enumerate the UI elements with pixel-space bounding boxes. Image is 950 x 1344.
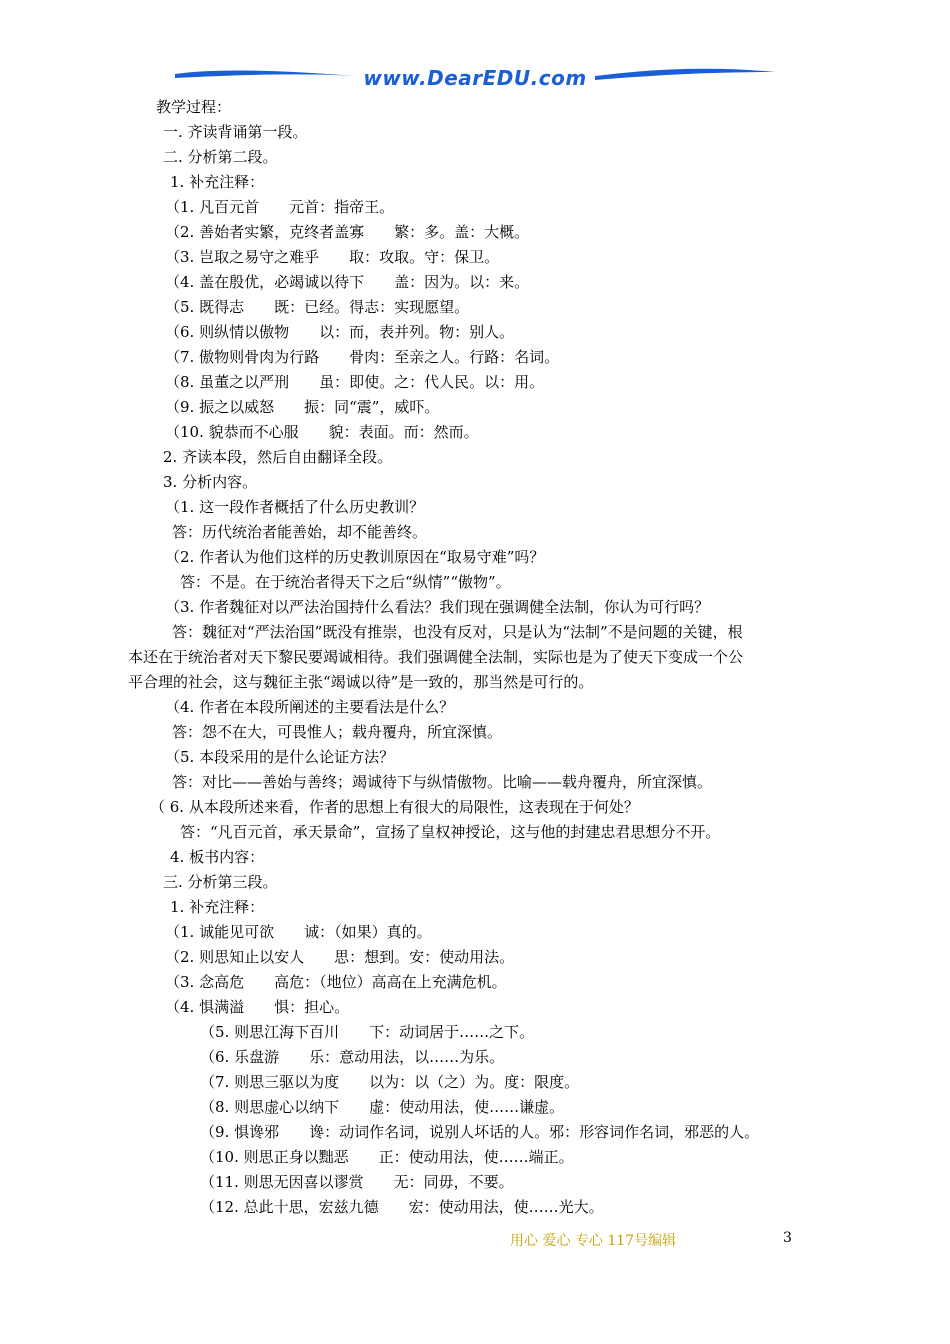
text-line: （4. 作者在本段所阐述的主要看法是什么？ [165,698,455,716]
text-line: （3. 作者魏征对以严法治国持什么看法？我们现在强调健全法制，你认为可行吗？ [165,598,710,616]
text-line: （5. 本段采用的是什么论证方法？ [165,748,395,766]
text-line: （5. 则思江海下百川 下：动词居于……之下。 [200,1023,535,1041]
text-line: （1. 这一段作者概括了什么历史教训？ [165,498,425,516]
text-line: 答：怨不在大，可畏惟人；载舟覆舟，所宜深慎。 [172,723,503,741]
text-line: 三. 分析第三段。 [163,873,278,891]
text-line: （3. 念高危 高危：（地位）高高在上充满危机。 [165,973,507,991]
footer-editor-note: 用心 爱心 专心 117号编辑 [510,1233,677,1249]
site-url[interactable]: www.DearEDU.com [363,66,587,90]
text-line: （5. 既得志 既：已经。得志：实现愿望。 [165,298,470,316]
text-line: （2. 善始者实繁，克终者盖寡 繁：多。盖：大概。 [165,223,530,241]
text-line: 答：不是。在于统治者得天下之后“纵情”“傲物”。 [180,573,511,591]
text-line: 答：历代统治者能善始，却不能善终。 [172,523,428,541]
text-line: （6. 则纵情以傲物 以：而，表并列。物：别人。 [165,323,515,341]
text-line: （12. 总此十思，宏兹九德 宏：使动用法，使……光大。 [200,1198,604,1216]
text-line: 答：魏征对“严法治国”既没有推崇，也没有反对，只是认为“法制”不是问题的关键，根 [172,623,743,641]
text-line: 教学过程： [156,98,232,116]
text-line: （3. 岂取之易守之难乎 取：攻取。守：保卫。 [165,248,500,266]
text-line: （4. 盖在殷优，必竭诚以待下 盖：因为。以：来。 [165,273,530,291]
text-line: （2. 作者认为他们这样的历史教训原因在“取易守难”吗？ [165,548,545,566]
text-line: （1. 诚能见可欲 诚：（如果）真的。 [165,923,432,941]
site-header-banner [170,62,780,98]
text-line: （10. 则思正身以黜恶 正：使动用法，使……端正。 [200,1148,574,1166]
text-line: （9. 惧谗邪 谗：动词作名词，说别人坏话的人。邪：形容词作名词，邪恶的人。 [200,1123,760,1141]
text-line: 二. 分析第二段。 [163,148,278,166]
text-line: 1. 补充注释： [170,173,265,191]
text-line: （9. 振之以威怒 振：同“震”，威吓。 [165,398,440,416]
page-number: 3 [783,1230,792,1246]
text-line: 2. 齐读本段，然后自由翻译全段。 [163,448,393,466]
text-line: （2. 则思知止以安人 思：想到。安：使动用法。 [165,948,515,966]
text-line: （8. 则思虚心以纳下 虚：使动用法，使……谦虚。 [200,1098,565,1116]
text-line: 1. 补充注释： [170,898,265,916]
text-line: （7. 傲物则骨肉为行路 骨肉：至亲之人。行路：名词。 [165,348,560,366]
text-line: 答：对比——善始与善终；竭诚待下与纵情傲物。比喻——载舟覆舟，所宜深慎。 [172,773,713,791]
text-line: （8. 虽董之以严刑 虽：即使。之：代人民。以：用。 [165,373,545,391]
text-line: 平合理的社会，这与魏征主张“竭诚以待”是一致的，那当然是可行的。 [128,673,594,691]
text-line: （10. 貌恭而不心服 貌：表面。而：然而。 [165,423,479,441]
text-line: 答：“凡百元首，承天景命”，宣扬了皇权神授论，这与他的封建忠君思想分不开。 [180,823,721,841]
text-line: 3. 分析内容。 [163,473,258,491]
text-line: （6. 乐盘游 乐：意动用法，以……为乐。 [200,1048,505,1066]
text-line: 4. 板书内容： [170,848,265,866]
text-line: （1. 凡百元首 元首：指帝王。 [165,198,395,216]
text-line: （ 6. 从本段所述来看，作者的思想上有很大的局限性，这表现在于何处？ [150,798,639,816]
text-line: 一. 齐读背诵第一段。 [163,123,308,141]
text-line: 本还在于统治者对天下黎民要竭诚相待。我们强调健全法制，实际也是为了使天下变成一个公 [128,648,744,666]
text-line: （11. 则思无因喜以谬赏 无：同毋，不要。 [200,1173,514,1191]
text-line: （7. 则思三驱以为度 以为：以（之）为。度：限度。 [200,1073,580,1091]
text-line: （4. 惧满溢 惧：担心。 [165,998,350,1016]
